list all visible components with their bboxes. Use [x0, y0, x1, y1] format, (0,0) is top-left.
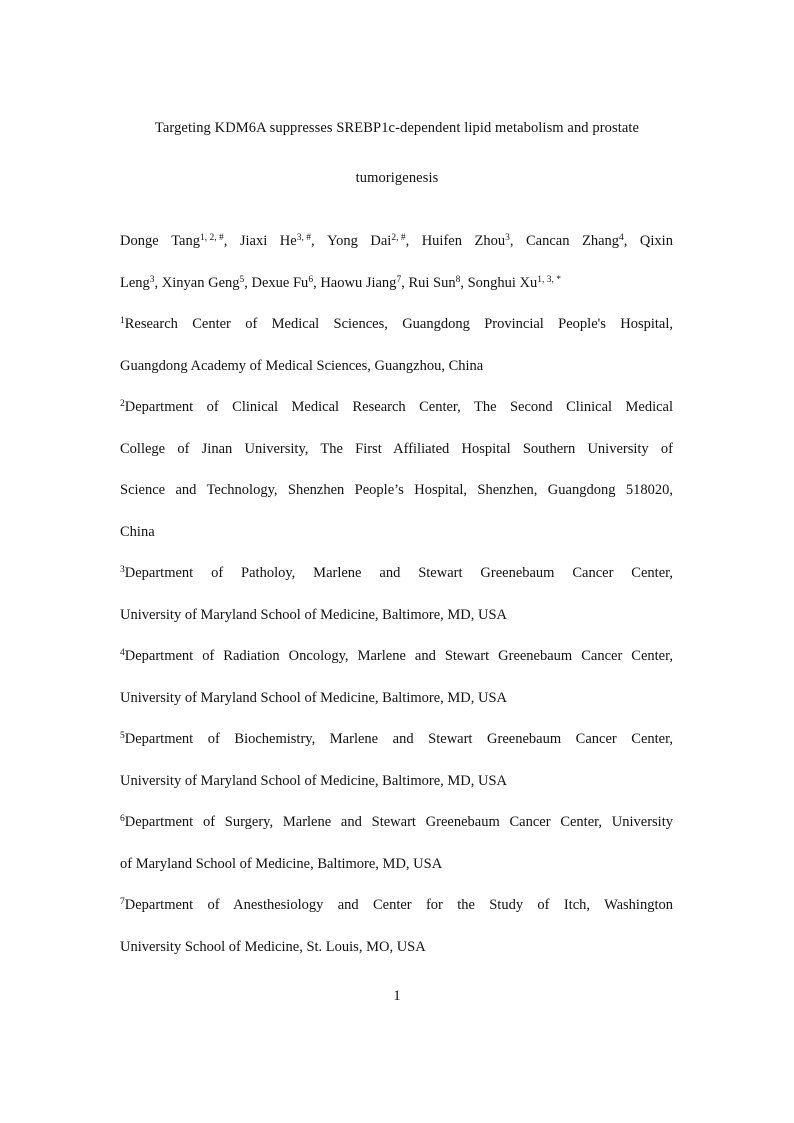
affiliation-text: College of Jinan University, The First Affiliated Hospital Southern University of — [120, 440, 673, 457]
affiliation-number: 4 — [120, 648, 125, 658]
affiliation-text: University of Maryland School of Medicine, Baltimore, MD, USA — [120, 689, 508, 706]
affiliation-text: Department of Patholoy, Marlene and Stewart Greenebaum Cancer Center, — [124, 565, 673, 581]
affiliation-text: Guangdong Academy of Medical Sciences, Guangzhou, China — [120, 357, 484, 374]
affiliation-line — [120, 470, 673, 512]
author-haowu-jiang: Haowu Jiang — [320, 274, 397, 291]
affiliation-text: Department of Clinical Medical Research Center, The Second Clinical Medical — [124, 399, 673, 415]
paper-title-line-1: Targeting KDM6A suppresses SREBP1c-dependent lipid metabolism and prostate — [154, 120, 640, 136]
author-cancan-zhang-surname: Zhang$^4$, — [581, 233, 628, 249]
affiliation-text: University of Maryland School of Medicine, Baltimore, MD, USA — [120, 772, 508, 789]
author-dexue-fu: Dexue Fu — [251, 274, 309, 291]
affiliation-number: 7 — [120, 897, 125, 907]
author-word: Jiaxi — [239, 233, 268, 249]
author-word: Dai — [370, 233, 392, 249]
paper-title-line-2: tumorigenesis — [355, 170, 439, 186]
author-affiliation-marker: 1, 2, # — [199, 233, 224, 243]
affiliation-line — [120, 761, 673, 803]
affiliation-line — [120, 595, 673, 637]
author-word: Huifen — [421, 233, 462, 249]
author-donge-tang-surname: Tang$^{1, 2, \#}$, — [171, 233, 228, 249]
author-huifen-zhou-surname: Zhou$^3$, — [474, 233, 514, 249]
author-affiliation-marker: 6 — [308, 274, 314, 285]
affiliation-4 — [120, 636, 673, 719]
author-xinyan-geng: Xinyan Geng — [161, 274, 240, 291]
affiliation-line — [120, 429, 673, 471]
author-word: Zhou — [474, 233, 506, 249]
affiliation-text: Department of Surgery, Marlene and Stewart Greenebaum Cancer Center, University — [124, 814, 673, 830]
author-huifen-zhou — [422, 221, 462, 263]
page-number: 1 — [393, 988, 401, 1004]
affiliation-text: Department of Anesthesiology and Center for the Study of Itch, Washington — [124, 897, 673, 913]
author-rui-sun: Rui Sun — [408, 274, 456, 291]
affiliation-3 — [120, 553, 673, 636]
author-songhui-xu: Songhui Xu — [467, 274, 538, 291]
author-affiliation-marker: 2, # — [391, 233, 406, 243]
affiliation-number: 3 — [120, 565, 125, 575]
author-jiaxi-he-surname: $He^{3, \#}$, — [279, 233, 315, 249]
affiliation-6 — [120, 802, 673, 885]
author-affiliation-marker: 3 — [149, 274, 155, 285]
author-affiliation-marker: 4 — [619, 233, 624, 243]
affiliation-text: University School of Medicine, St. Louis, MO, USA — [120, 938, 426, 955]
author-word: Qixin — [639, 233, 673, 249]
author-word: Tang — [171, 233, 200, 249]
affiliation-line — [120, 387, 673, 429]
affiliation-line — [120, 346, 673, 388]
author-affiliation-marker: 3 — [505, 233, 510, 243]
affiliation-7 — [120, 885, 673, 968]
affiliation-number: 5 — [120, 731, 125, 741]
author-donge-tang — [120, 221, 159, 263]
affiliation-number: 2 — [120, 399, 125, 409]
front-matter — [120, 221, 673, 968]
author-list-line-1 — [120, 221, 673, 263]
affiliation-line — [120, 512, 673, 554]
author-word: He — [279, 233, 297, 249]
affiliation-text: of Maryland School of Medicine, Baltimore, MD, USA — [120, 855, 443, 872]
affiliation-line — [120, 304, 673, 346]
author-yong-dai-surname: Dai$^{2, \#}$, — [370, 233, 410, 249]
author-word: Yong — [327, 233, 358, 249]
author-affiliation-marker: 3, # — [296, 233, 311, 243]
author-affiliation-marker: 5 — [239, 274, 245, 285]
affiliation-text: China — [120, 523, 155, 540]
paper-title — [100, 103, 694, 203]
author-affiliation-marker: 8 — [455, 274, 461, 285]
author-cancan-zhang — [526, 221, 569, 263]
affiliation-line — [120, 719, 673, 761]
affiliation-line — [120, 678, 673, 720]
author-word: Cancan — [525, 233, 570, 249]
author-affiliation-marker: 7 — [396, 274, 402, 285]
affiliation-5 — [120, 719, 673, 802]
affiliation-1 — [120, 304, 673, 387]
affiliation-line — [120, 636, 673, 678]
author-word: Zhang — [581, 233, 620, 249]
affiliation-text: Science and Technology, Shenzhen People’s Hospital, Shenzhen, Guangdong 518020, — [120, 482, 673, 498]
affiliation-text: Department of Biochemistry, Marlene and Stewart Greenebaum Cancer Center, — [124, 731, 673, 747]
affiliation-line — [120, 553, 673, 595]
affiliation-text: Department of Radiation Oncology, Marlene and Stewart Greenebaum Cancer Center, — [124, 648, 673, 664]
affiliation-text: Research Center of Medical Sciences, Guangdong Provincial People's Hospital, — [124, 316, 673, 332]
affiliation-number: 1 — [120, 316, 125, 326]
affiliation-line — [120, 802, 673, 844]
author-jiaxi-he — [240, 221, 267, 263]
author-list-line-2: Leng$^3$, Xinyan Geng$^5$, Dexue Fu$^6$, Haowu Jiang$^7$, Rui Sun$^8$, Songhui $Xu^{1, 3, *}$ — [120, 274, 562, 291]
affiliation-line — [120, 844, 673, 886]
affiliation-2 — [120, 387, 673, 553]
author-word: Leng — [120, 274, 150, 291]
affiliation-line — [120, 927, 673, 969]
affiliation-number: 6 — [120, 814, 125, 824]
author-word: Donge — [120, 233, 159, 249]
author-affiliation-marker: 1, 3, * — [537, 274, 562, 285]
author-yong-dai — [327, 221, 358, 263]
author-qixin-leng — [640, 221, 673, 263]
affiliation-line — [120, 885, 673, 927]
affiliation-text: University of Maryland School of Medicine, Baltimore, MD, USA — [120, 606, 508, 623]
